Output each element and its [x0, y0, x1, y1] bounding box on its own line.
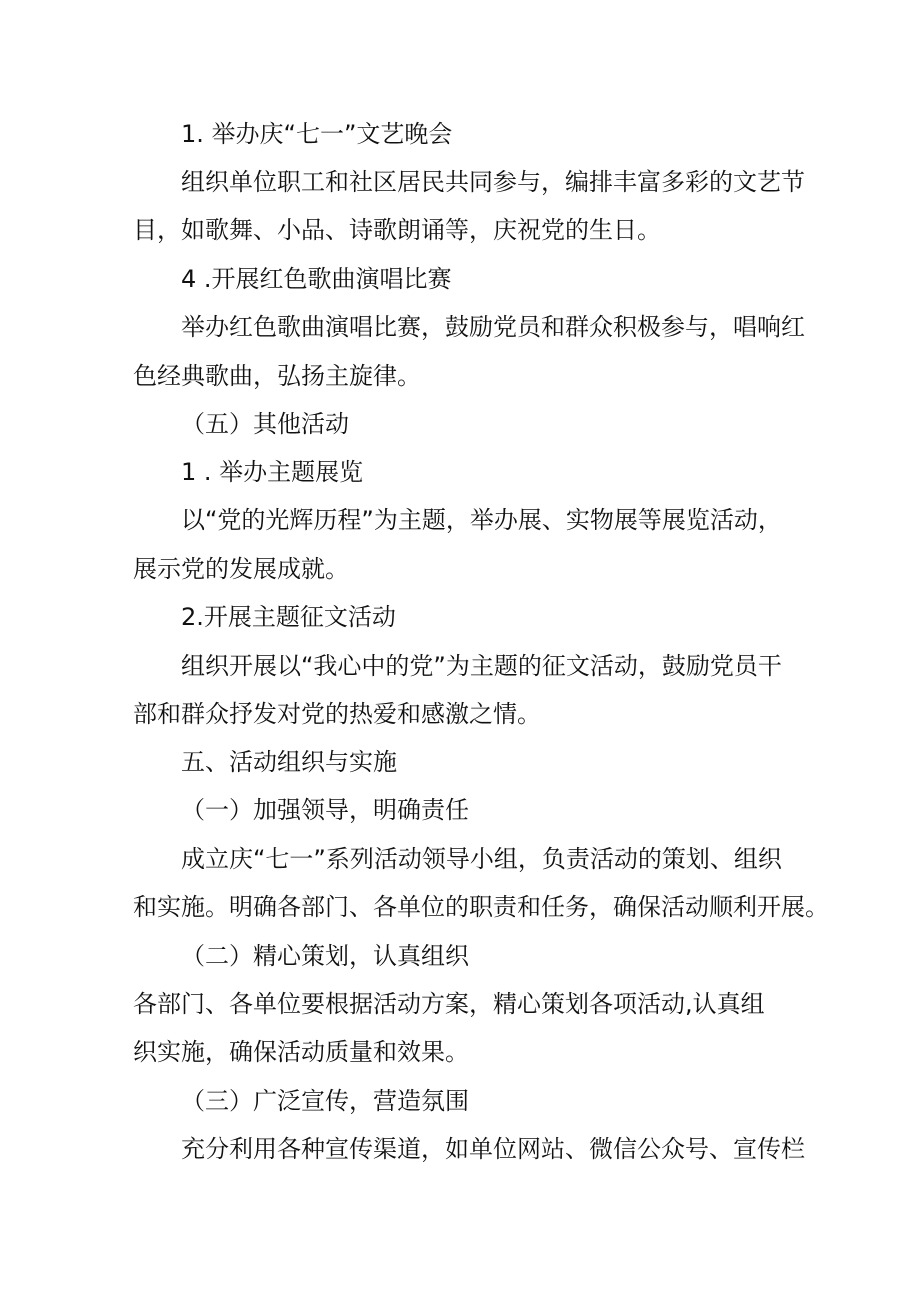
paragraph-line: 色经典歌曲，弘扬主旋律。 — [133, 362, 421, 390]
paragraph-line: 织实施，确保活动质量和效果。 — [133, 1038, 469, 1066]
paragraph-line: 充分利用各种宣传渠道，如单位网站、微信公众号、宣传栏 — [181, 1135, 805, 1163]
paragraph-line: 成立庆“七一”系列活动领导小组，负责活动的策划、组织 — [181, 845, 782, 873]
paragraph-line: 部和群众抒发对党的热爱和感激之情。 — [133, 700, 541, 728]
chapter-heading-organization: 五、活动组织与实施 — [181, 748, 397, 776]
section-heading-leadership: （一）加强领导，明确责任 — [181, 796, 469, 824]
paragraph-line: 展示党的发展成就。 — [133, 555, 349, 583]
section-heading-other-activities: （五）其他活动 — [181, 410, 349, 438]
paragraph-line: 以“党的光辉历程”为主题，举办展、实物展等展览活动， — [181, 506, 782, 534]
paragraph-line: 组织单位职工和社区居民共同参与，编排丰富多彩的文艺节 — [181, 168, 805, 196]
heading-item-2-essay: 2.开展主题征文活动 — [181, 603, 396, 631]
heading-item-4-singing-contest: 4 .开展红色歌曲演唱比赛 — [181, 265, 452, 293]
heading-item-1-exhibition: 1 . 举办主题展览 — [181, 458, 364, 486]
paragraph-line: 组织开展以“我心中的党”为主题的征文活动，鼓励党员干 — [181, 652, 782, 680]
heading-item-1-gala: 1. 举办庆“七一”文艺晚会 — [181, 120, 453, 148]
paragraph-line: 举办红色歌曲演唱比赛，鼓励党员和群众积极参与，唱响红 — [181, 313, 805, 341]
section-heading-planning: （二）精心策划，认真组织 — [181, 942, 469, 970]
paragraph-line: 目，如歌舞、小品、诗歌朗诵等，庆祝党的生日。 — [133, 216, 661, 244]
section-heading-publicity: （三）广泛宣传，营造氛围 — [181, 1087, 469, 1115]
paragraph-line: 和实施。明确各部门、各单位的职责和任务，确保活动顺利开展。 — [133, 893, 829, 921]
paragraph-line: 各部门、各单位要根据活动方案，精心策划各项活动,认真组 — [133, 990, 765, 1018]
